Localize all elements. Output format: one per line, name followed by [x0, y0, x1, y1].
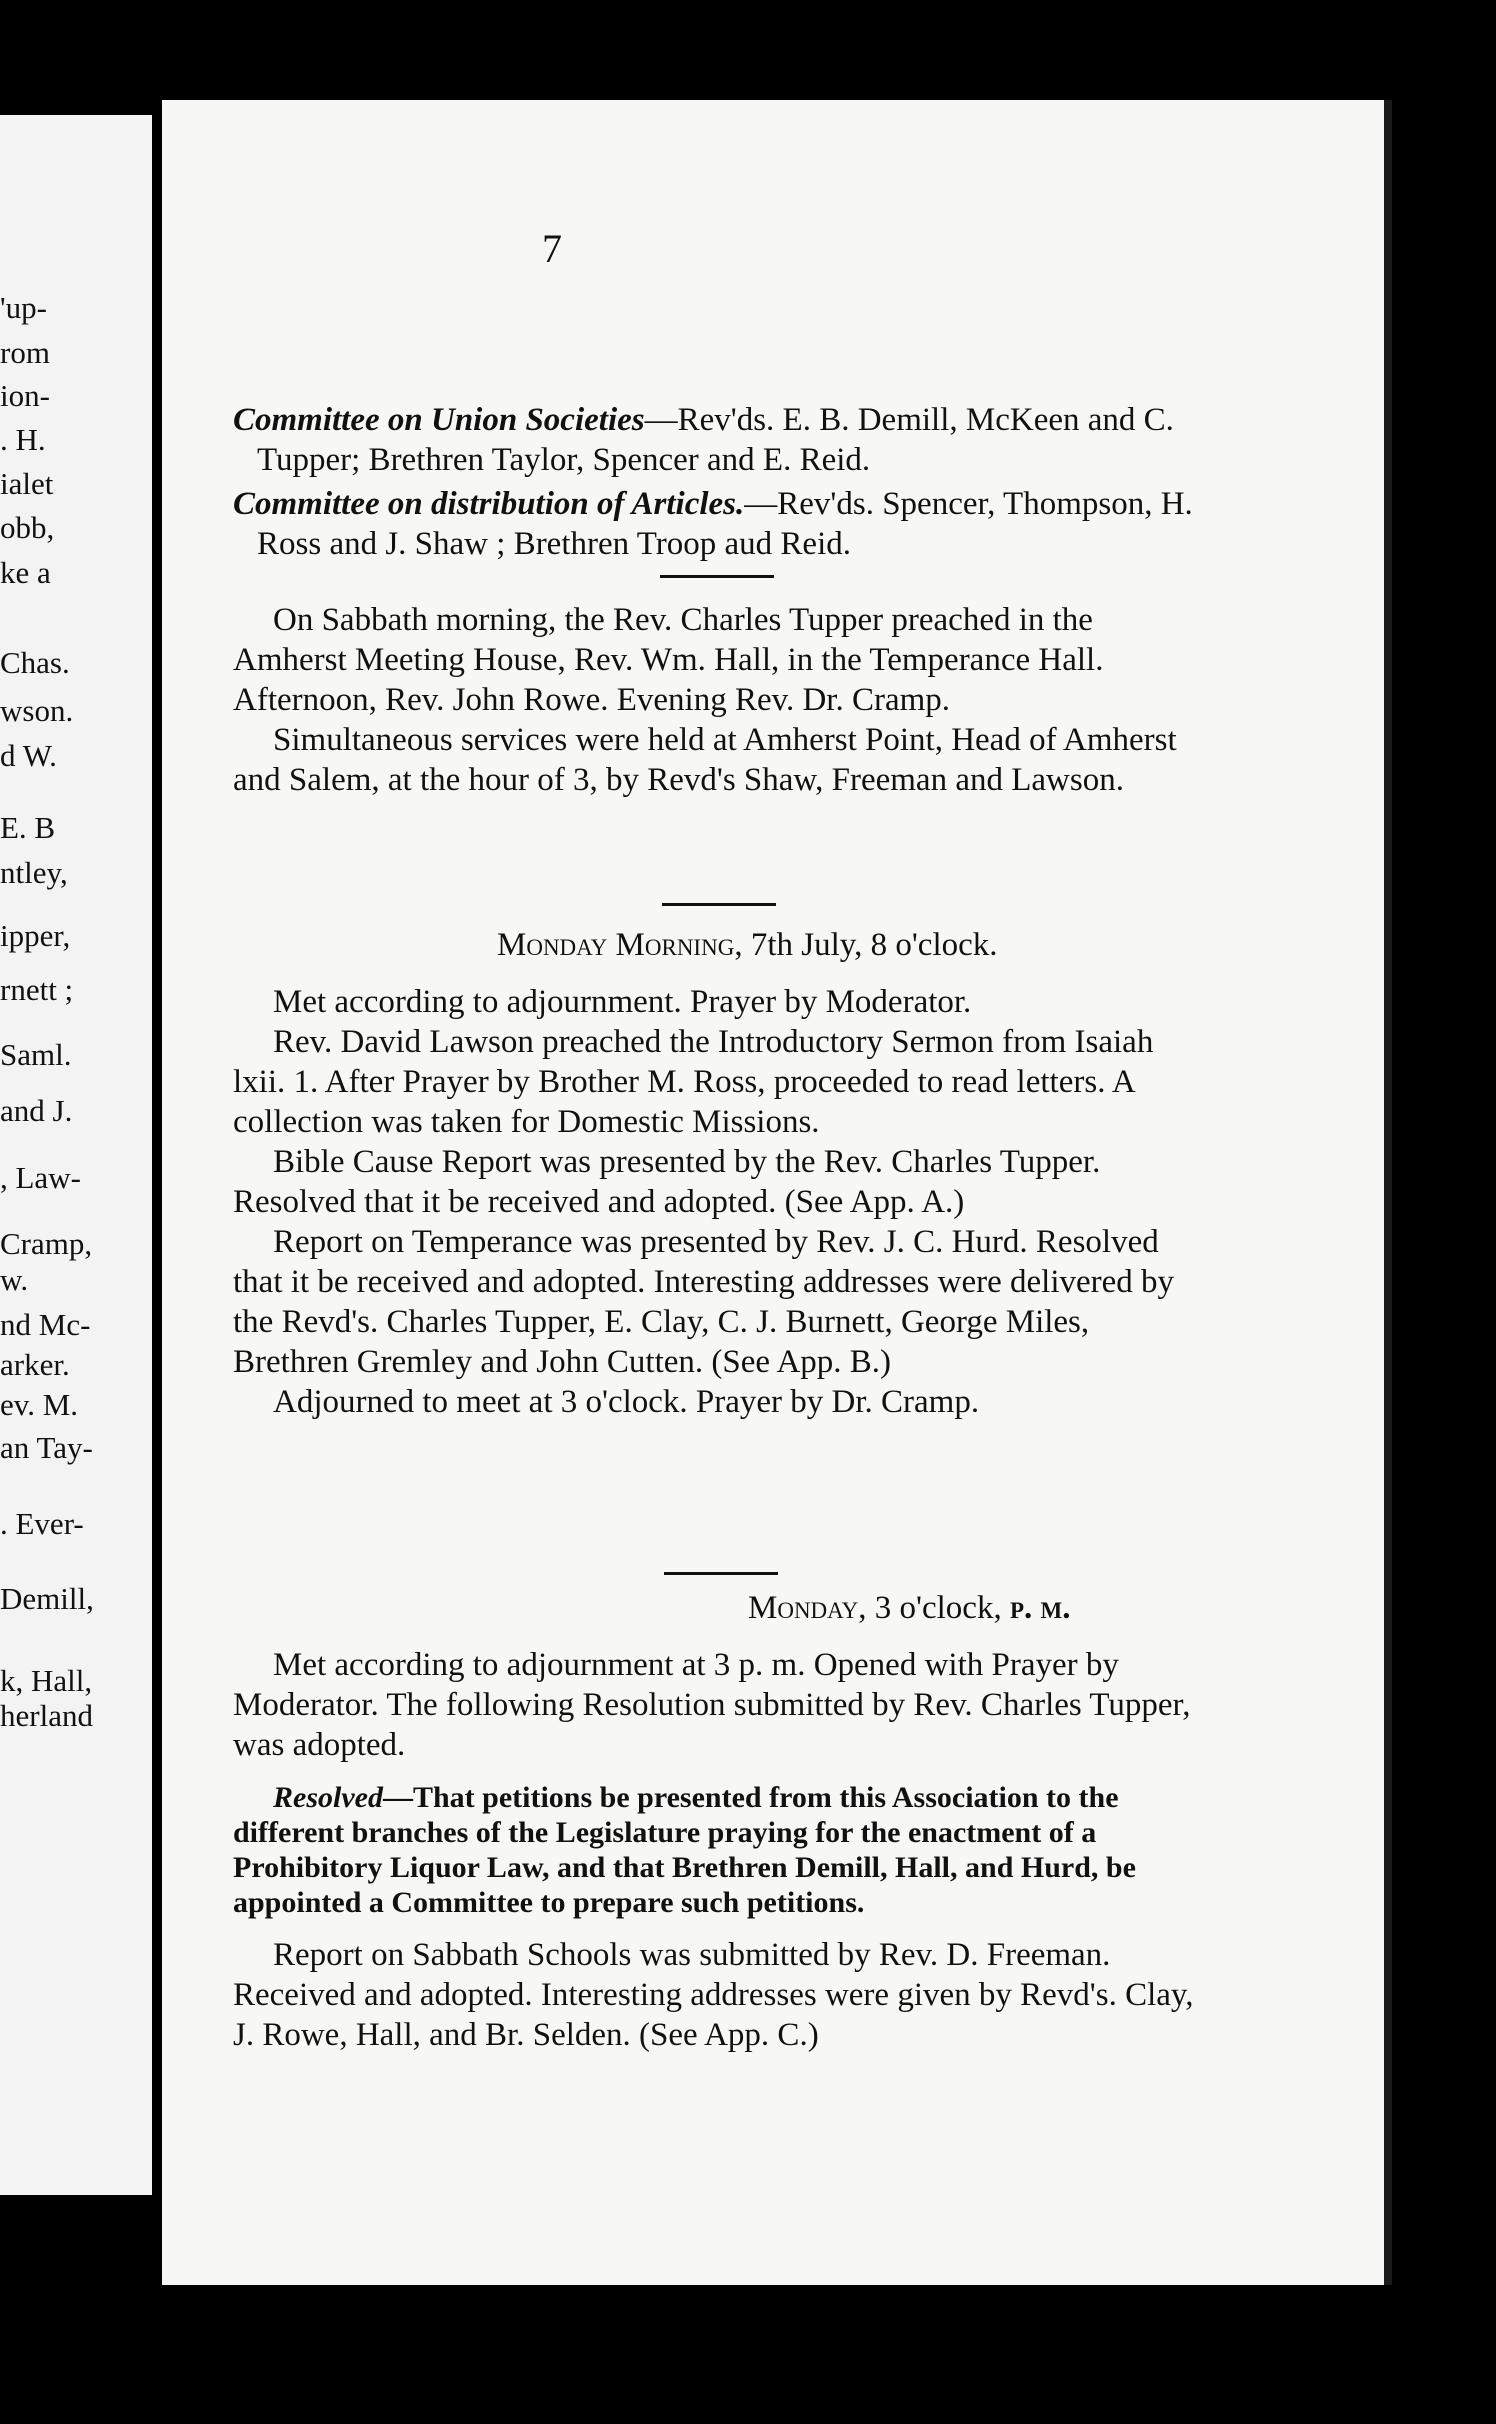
sabbath-schools-report — [233, 1935, 1201, 2055]
fragment-text: Saml. — [0, 1037, 72, 1072]
paragraph: Simultaneous services were held at Amherst Point, Head of Amherst and Salem, at the hour of 3, by Revd's Shaw, Freeman and Lawson. — [233, 722, 1177, 798]
paragraph: Met according to adjournment at 3 p. m. Opened with Prayer by Moderator. The following Resolution submitted by Rev. Charles Tupper, was adopted. — [233, 1647, 1191, 1763]
fragment-text: rnett ; — [0, 972, 74, 1007]
paragraph: On Sabbath morning, the Rev. Charles Tupper preached in the Amherst Meeting House, Rev. Wm. Hall, in the Temperance Hall. Afternoon, Rev. John Rowe. Evening Rev. Dr. Cramp. — [233, 602, 1104, 718]
fragment-text: ntley, — [0, 855, 68, 890]
fragment-text: wson. — [0, 693, 74, 728]
fragment-text: , Law- — [0, 1160, 81, 1195]
fragment-text: ion- — [0, 378, 50, 413]
fragment-text: ipper, — [0, 918, 71, 953]
fragment-text: Cramp, — [0, 1226, 93, 1261]
paragraph: Adjourned to meet at 3 o'clock. Prayer by Dr. Cramp. — [273, 1384, 980, 1420]
paragraph: Rev. David Lawson preached the Introductory Sermon from Isaiah lxii. 1. After Prayer by Brother M. Ross, proceeded to read letters. A collection was taken for Domestic Missions. — [233, 1024, 1154, 1140]
divider — [664, 1572, 778, 1575]
divider — [660, 575, 774, 578]
page-number: 7 — [542, 226, 562, 271]
fragment-text: an Tay- — [0, 1430, 93, 1465]
fragment-text: arker. — [0, 1347, 70, 1382]
committee-union-societies: Committee on Union Societies—Rev'ds. E. B. Demill, McKeen and C. Tupper; Brethren Taylor, Spencer and E. Reid. — [233, 402, 1174, 478]
committee-list — [233, 400, 1201, 564]
fragment-text: k, Hall, — [0, 1663, 93, 1698]
divider — [662, 903, 776, 906]
paragraph: Report on Sabbath Schools was submitted by Rev. D. Freeman. Received and adopted. Interesting addresses were given by Revd's. Clay, J. Rowe, Hall, and Br. Selden. (See App. C.) — [233, 1937, 1194, 2053]
fragment-text: . H. — [0, 422, 46, 457]
paragraph: Met according to adjournment. Prayer by Moderator. — [273, 984, 972, 1020]
facing-page-fragment — [0, 115, 152, 2195]
fragment-text: w. — [0, 1262, 29, 1297]
section-heading: Monday Morning, 7th July, 8 o'clock. — [497, 927, 998, 963]
fragment-text: E. B — [0, 810, 56, 845]
section-heading: Monday, 3 o'clock, p. m. — [748, 1590, 1071, 1626]
resolution: Resolved—That petitions be presented from this Association to the different branches of the Legislature praying for the enactment of a Prohibitory Liquor Law, and that Brethren Demill, Hall, and Hurd, be appointed a Committee to prepare such petitions. — [233, 1781, 1136, 1919]
fragment-text: ialet — [0, 466, 54, 501]
fragment-text: and J. — [0, 1093, 73, 1128]
fragment-text: d W. — [0, 738, 57, 773]
paragraph: Bible Cause Report was presented by the Rev. Charles Tupper. Resolved that it be received and adopted. (See App. A.) — [233, 1144, 1101, 1220]
fragment-text: nd Mc- — [0, 1307, 91, 1342]
committee-distribution: Committee on distribution of Articles.—Rev'ds. Spencer, Thompson, H. Ross and J. Shaw ; Brethren Troop aud Reid. — [233, 486, 1193, 562]
fragment-text: rom — [0, 335, 50, 370]
monday-afternoon-section — [233, 1645, 1201, 1765]
monday-morning-section — [233, 982, 1201, 1422]
sabbath-section — [233, 600, 1201, 800]
fragment-text: herland — [0, 1698, 93, 1733]
fragment-text: Chas. — [0, 645, 70, 680]
paragraph: Report on Temperance was presented by Rev. J. C. Hurd. Resolved that it be received and adopted. Interesting addresses were delivered by the Revd's. Charles Tupper, E. Clay, C. J. Burnett, George Miles, Brethren Gremley and John Cutten. (See App. B.) — [233, 1224, 1175, 1380]
fragment-text: ke a — [0, 555, 51, 590]
fragment-text: Demill, — [0, 1581, 94, 1616]
fragment-text: ev. M. — [0, 1387, 79, 1422]
fragment-text: . Ever- — [0, 1506, 84, 1541]
fragment-text: 'up- — [0, 290, 47, 325]
fragment-text: obb, — [0, 510, 55, 545]
